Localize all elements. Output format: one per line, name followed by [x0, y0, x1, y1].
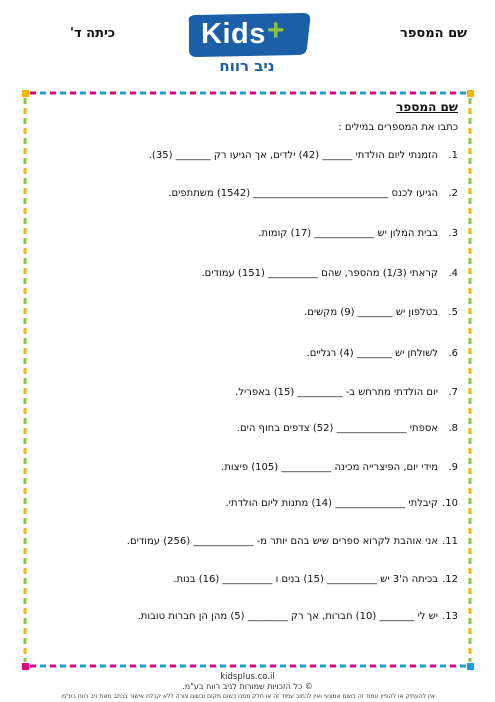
exercise-number: 5. — [448, 307, 458, 318]
exercise-item — [258, 228, 458, 239]
exercise-number: 4. — [448, 268, 458, 279]
exercise-number: 11. — [442, 536, 458, 547]
exercise-item — [304, 307, 458, 318]
border-corner-top-left — [22, 90, 29, 97]
exercise-text: לשולחן יש _______ (4) רגליים. — [306, 348, 438, 359]
exercise-text: יום הולדתי מתרחש ב- _________ (15) באפריל. — [235, 387, 438, 398]
exercise-number: 6. — [448, 348, 458, 359]
footer-legal-notice: אין להעתיק או להפיץ עמוד זה בשום אמצעי ואין לכתוב עמוד זה או חלק ממנו בשום מקום ובשום צורה ללא קבלת אישור בכתב מאת ניב רווח בע"מ. — [60, 693, 435, 700]
exercise-item — [173, 574, 458, 585]
exercise-number: 2. — [448, 188, 458, 199]
exercise-number: 1. — [448, 150, 458, 161]
logo-plus-icon: + — [267, 14, 285, 47]
exercise-number: 13. — [442, 611, 458, 622]
logo-branch-text: ניב רווח — [219, 57, 275, 75]
exercise-item — [226, 498, 458, 509]
exercise-item — [237, 423, 458, 434]
exercise-number: 9. — [448, 462, 458, 473]
exercise-text: בכיתה ה'3 יש __________ (15) בנים ו __________ (16) בנות. — [173, 574, 438, 585]
exercise-number: 12. — [442, 574, 458, 585]
logo-text: Kids — [201, 18, 266, 50]
border-corner-bottom-right — [467, 663, 474, 670]
page-footer — [0, 672, 495, 702]
worksheet-title: שם המספר — [396, 100, 458, 114]
footer-copyright: © כל הזכויות שמורות לניב רווח בע"מ. — [182, 682, 313, 691]
page-header — [0, 0, 495, 90]
header-grade: כיתה ד' — [70, 26, 116, 41]
footer-website: kidsplus.co.il — [220, 672, 275, 682]
exercise-item — [138, 611, 458, 622]
exercise-item — [127, 536, 458, 547]
header-subject: שם המספר — [400, 26, 467, 41]
exercise-text: קראתי (1/3) מהספר, שהם __________ (151) עמודים. — [201, 268, 438, 279]
exercise-item — [235, 387, 458, 398]
exercise-item — [149, 150, 458, 161]
exercise-text: בטלפון יש _______ (9) מקשים. — [304, 307, 438, 318]
exercise-text: יש לי _______ (10) חברות, אך רק ________ (5) מהן הן חברות טובות. — [137, 611, 438, 622]
border-corner-top-right — [467, 90, 474, 97]
exercise-number: 3. — [448, 228, 458, 239]
exercise-item — [168, 188, 458, 199]
exercise-text: קיבלתי ______________ (14) מתנות ליום הולדתי. — [225, 498, 438, 509]
exercise-number: 10. — [442, 498, 458, 509]
worksheet-instruction: כתבו את המספרים במילים : — [338, 122, 458, 133]
exercise-text: מידי יום, הפיצרייה מכינה __________ (105) פיצות. — [221, 462, 438, 473]
kids-plus-logo — [185, 12, 313, 76]
exercise-text: אספתי ______________ (52) צדפים בחוף הים. — [236, 423, 438, 434]
exercise-number: 7. — [448, 387, 458, 398]
exercise-text: בבית המלון יש ____________ (17) קומות. — [258, 228, 438, 239]
exercise-text: הזמנתי ליום הולדתי ______ (42) ילדים, אך הגיעו רק _______ (35). — [148, 150, 438, 161]
border-corner-bottom-left — [22, 663, 29, 670]
exercise-text: אני אוהבת לקרוא ספרים שיש בהם יותר מ- ____________ (256) עמודים. — [126, 536, 438, 547]
exercise-item — [221, 462, 458, 473]
exercise-number: 8. — [448, 423, 458, 434]
exercise-text: הגיעו לכנס ___________________________ (1542) משתתפים. — [168, 188, 438, 199]
exercise-item — [201, 268, 458, 279]
exercise-item — [307, 348, 458, 359]
